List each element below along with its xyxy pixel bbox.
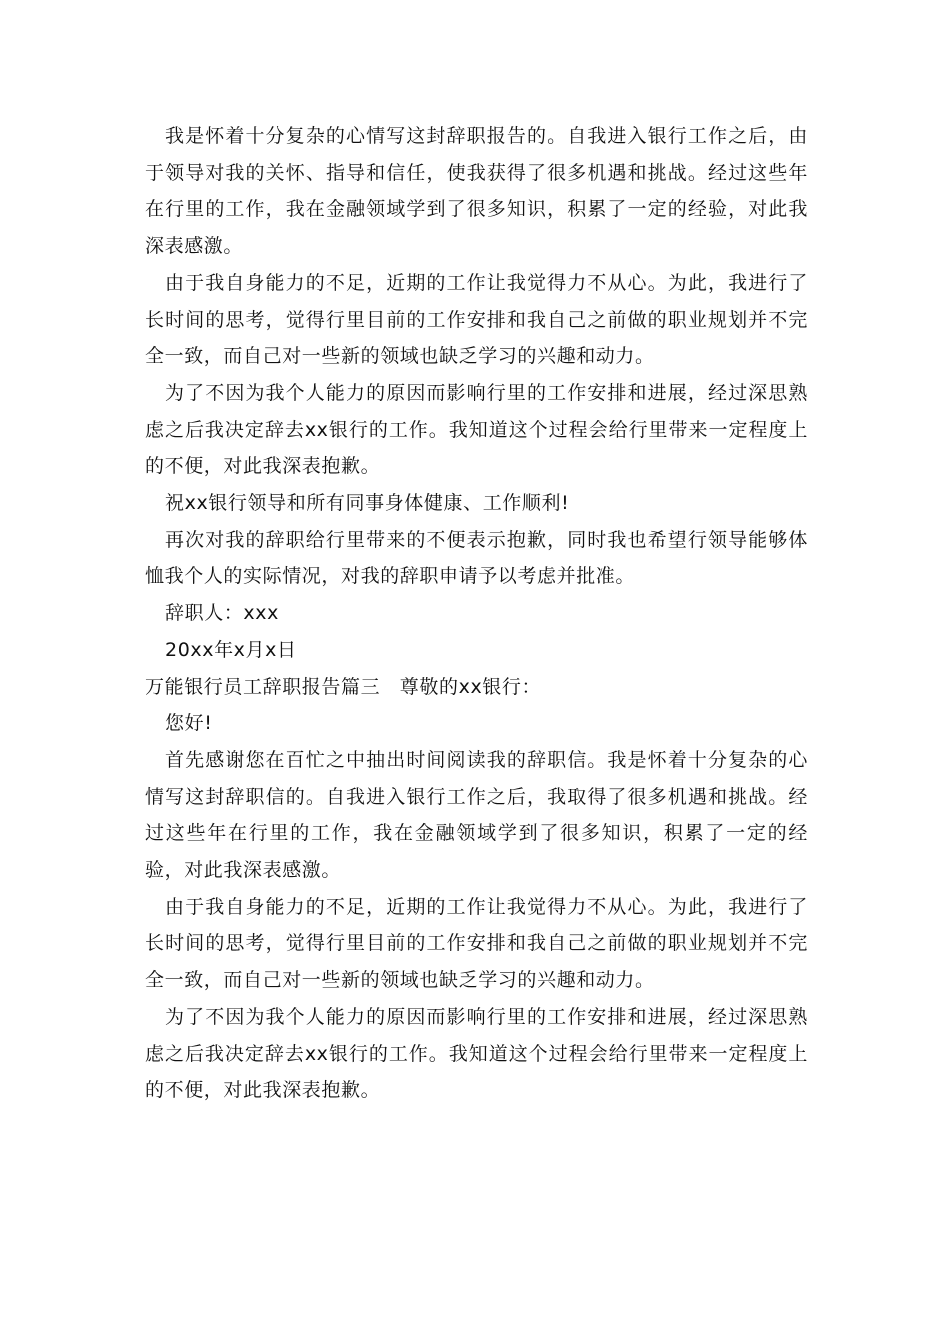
- paragraph-apology: 再次对我的辞职给行里带来的不便表示抱歉，同时我也希望行领导能够体恤我个人的实际情况，对我的辞职申请予以考虑并批准。: [145, 528, 808, 588]
- paragraph-thanks: 首先感谢您在百忙之中抽出时间阅读我的辞职信。我是怀着十分复杂的心情写这封辞职信的。自我进入银行工作之后，我取得了很多机遇和挑战。经过这些年在行里的工作，我在金融领域学到了很多知识，积累了一定的经验，对此我深表感激。: [145, 748, 808, 882]
- signature-line: 辞职人：xxx: [165, 602, 279, 625]
- document-body: [145, 118, 808, 1109]
- date-line: 20xx年x月x日: [165, 638, 297, 661]
- paragraph-ability: 由于我自身能力的不足，近期的工作让我觉得力不从心。为此，我进行了长时间的思考，觉得行里目前的工作安排和我自己之前做的职业规划并不完全一致，而自己对一些新的领域也缺乏学习的兴趣和动力。: [145, 271, 808, 368]
- section-title: 万能银行员工辞职报告篇三 尊敬的xx银行：: [145, 675, 542, 698]
- greeting-line: 您好!: [165, 712, 213, 735]
- paragraph-decision-2: 为了不因为我个人能力的原因而影响行里的工作安排和进展，经过深思熟虑之后我决定辞去xx银行的工作。我知道这个过程会给行里带来一定程度上的不便，对此我深表抱歉。: [145, 1005, 808, 1102]
- paragraph-wishes: 祝xx银行领导和所有同事身体健康、工作顺利!: [165, 492, 570, 515]
- paragraph-intro: 我是怀着十分复杂的心情写这封辞职报告的。自我进入银行工作之后，由于领导对我的关怀、指导和信任，使我获得了很多机遇和挑战。经过这些年在行里的工作，我在金融领域学到了很多知识，积累了一定的经验，对此我深表感激。: [145, 125, 808, 258]
- paragraph-decision: 为了不因为我个人能力的原因而影响行里的工作安排和进展，经过深思熟虑之后我决定辞去xx银行的工作。我知道这个过程会给行里带来一定程度上的不便，对此我深表抱歉。: [145, 381, 808, 478]
- paragraph-ability-2: 由于我自身能力的不足，近期的工作让我觉得力不从心。为此，我进行了长时间的思考，觉得行里目前的工作安排和我自己之前做的职业规划并不完全一致，而自己对一些新的领域也缺乏学习的兴趣和动力。: [145, 895, 808, 992]
